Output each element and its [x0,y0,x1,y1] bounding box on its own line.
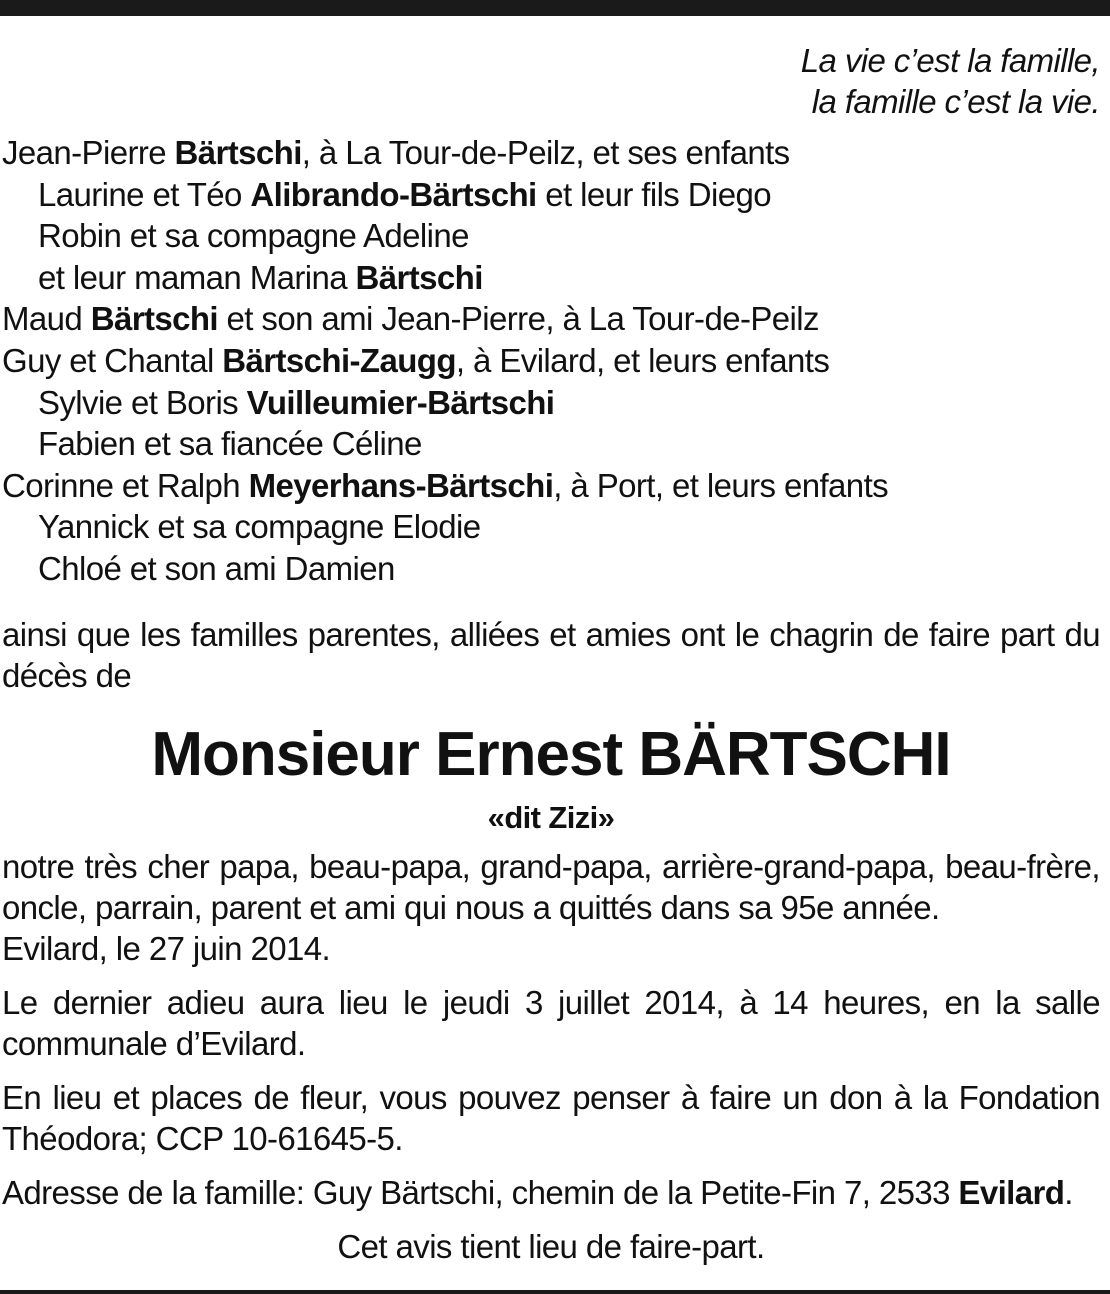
family-text: Fabien et sa fiancée Céline [38,425,422,463]
family-text: Yannick et sa compagne Elodie [38,508,481,546]
family-surname: Alibrando-Bärtschi [250,175,537,213]
family-line [2,382,1100,424]
family-line [2,548,1100,590]
family-text: , à La Tour-de-Peilz, et ses enfants [301,134,790,171]
motto-line-1: La vie c’est la famille, [800,42,1100,79]
family-text: , à Port, et leurs enfants [553,466,889,504]
family-surname: Bärtschi [355,258,483,296]
family-surname: Bärtschi [90,300,218,338]
obituary-notice [2,40,1100,1267]
family-text: Chloé et son ami Damien [38,549,395,587]
family-address [2,1172,1100,1213]
family-line [2,506,1100,548]
family-text: et leur fils Diego [536,175,772,213]
closing-note: Cet avis tient lieu de faire-part. [337,1227,765,1265]
intro-text: ainsi que les familles parentes, alliées et amies ont le chagrin de faire part du décès de [2,615,1100,694]
place-date: Evilard, le 27 juin 2014. [2,929,331,967]
family-text: Jean-Pierre [2,134,175,171]
family-line [2,215,1100,257]
family-line [2,423,1100,465]
family-text: , à Evilard, et leurs enfants [455,341,830,379]
donation-text: En lieu et places de fleur, vous pouvez penser à faire un don à la Fondation Théodora; CCP 10-61645-5. [2,1078,1100,1157]
address-prefix: Adresse de la famille: Guy Bärtschi, chemin de la Petite-Fin 7, 2533 [2,1173,959,1211]
family-text: Sylvie et Boris [38,383,247,421]
top-rule [0,0,1110,16]
family-text: et leur maman Marina [38,258,356,296]
family-list [2,132,1100,590]
family-surname: Bärtschi-Zaugg [222,341,456,379]
family-text: Guy et Chantal [2,341,223,379]
family-surname: Meyerhans-Bärtschi [248,466,554,504]
deceased-name: Monsieur Ernest BÄRTSCHI [151,719,951,789]
family-text: Corinne et Ralph [2,466,249,504]
family-text: Maud [2,300,91,338]
family-text: et son ami Jean-Pierre, à La Tour-de-Peilz [217,300,819,338]
family-line [2,298,1100,340]
motto [2,40,1100,122]
address-suffix: . [1064,1173,1073,1211]
deceased-nickname: «dit Zizi» [487,799,615,835]
family-text: Robin et sa compagne Adeline [38,217,469,255]
motto-line-2: la famille c’est la vie. [811,83,1100,120]
family-line [2,174,1100,216]
family-surname: Bärtschi [174,134,302,171]
family-line [2,465,1100,507]
family-line [2,132,1100,174]
family-line [2,257,1100,299]
family-text: Laurine et Téo [38,175,251,213]
address-city: Evilard [958,1173,1065,1211]
ceremony-text: Le dernier adieu aura lieu le jeudi 3 juillet 2014, à 14 heures, en la salle communale d’Evilard. [2,983,1100,1062]
description-text: notre très cher papa, beau-papa, grand-papa, arrière-grand-papa, beau-frère, oncle, parrain, parent et ami qui nous a quittés dans sa 95e année. [2,847,1100,926]
bottom-rule [0,1290,1110,1294]
family-surname: Vuilleumier-Bärtschi [246,383,555,421]
family-line [2,340,1100,382]
